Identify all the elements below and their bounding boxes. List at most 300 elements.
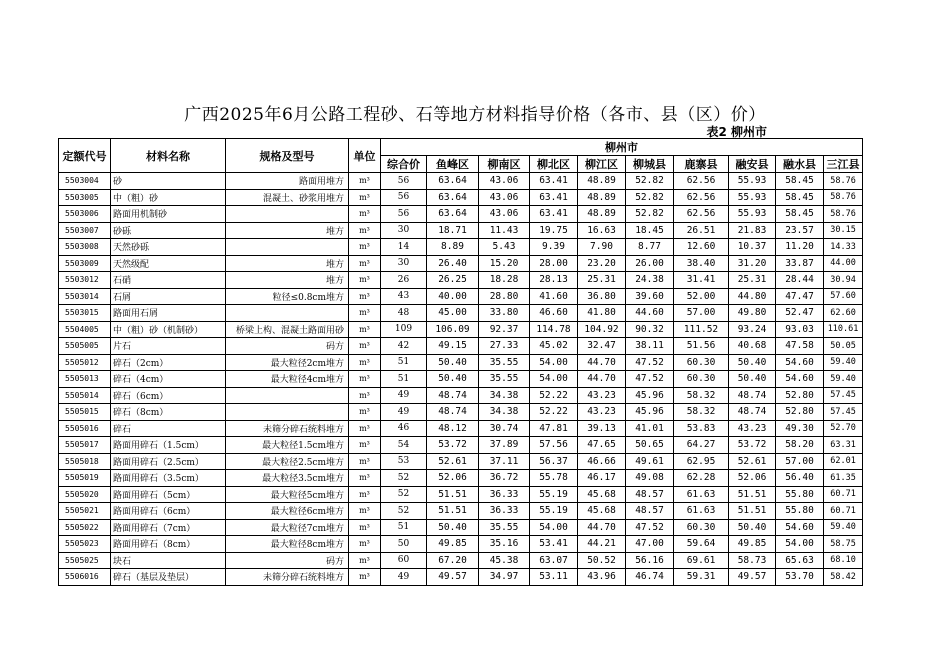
cell-price: 110.61 [824,321,863,338]
cell-price: 50.52 [578,552,626,569]
cell-price: 60.30 [674,371,729,388]
cell-price: 31.20 [729,255,776,272]
cell-price: 47.47 [776,288,824,305]
cell-price: 9.39 [530,239,578,256]
cell-price: 43 [381,288,427,305]
cell-name: 碎石（基层及垫层） [111,569,226,586]
cell-price: 21.83 [729,222,776,239]
cell-price: 56 [381,173,427,190]
cell-code: 5505025 [59,552,111,569]
cell-price: 26.25 [427,272,479,289]
cell-price: 14.33 [824,239,863,256]
cell-price: 55.80 [776,486,824,503]
cell-price: 37.89 [479,437,530,454]
cell-price: 44.60 [626,305,674,322]
cell-price: 52.82 [626,206,674,223]
cell-price: 63.07 [530,552,578,569]
cell-price: 93.24 [729,321,776,338]
cell-price: 43.23 [578,404,626,421]
cell-code: 5505013 [59,371,111,388]
cell-price: 50.05 [824,338,863,355]
cell-name: 砂 [111,173,226,190]
header-col: 柳北区 [530,156,578,173]
cell-price: 33.80 [479,305,530,322]
cell-price: 52.80 [776,404,824,421]
cell-price: 106.09 [427,321,479,338]
cell-spec: 最大粒径4cm堆方 [226,371,349,388]
cell-price: 27.33 [479,338,530,355]
table-row [59,272,863,289]
cell-price: 54 [381,437,427,454]
cell-unit: m³ [349,272,381,289]
cell-price: 50.40 [427,519,479,536]
cell-price: 50.40 [729,371,776,388]
cell-price: 58.32 [674,404,729,421]
cell-price: 43.06 [479,206,530,223]
cell-code: 5505005 [59,338,111,355]
cell-name: 中（粗）砂（机制砂） [111,321,226,338]
cell-price: 57.45 [824,404,863,421]
cell-price: 51.51 [427,503,479,520]
cell-price: 48.89 [578,189,626,206]
cell-price: 61.35 [824,470,863,487]
cell-price: 50.65 [626,437,674,454]
cell-price: 57.00 [674,305,729,322]
cell-price: 61.63 [674,503,729,520]
cell-spec: 最大粒径3.5cm堆方 [226,470,349,487]
table-row [59,206,863,223]
cell-spec: 最大粒径6cm堆方 [226,503,349,520]
cell-name: 路面用石屑 [111,305,226,322]
cell-price: 41.80 [578,305,626,322]
cell-price: 45.38 [479,552,530,569]
cell-name: 路面用碎石（2.5cm） [111,453,226,470]
cell-price: 54.00 [530,354,578,371]
cell-price: 58.76 [824,206,863,223]
cell-price: 55.93 [729,173,776,190]
cell-unit: m³ [349,321,381,338]
cell-spec: 最大粒径2cm堆方 [226,354,349,371]
cell-price: 34.38 [479,404,530,421]
cell-price: 45.68 [578,486,626,503]
cell-price: 47.52 [626,354,674,371]
cell-code: 5503007 [59,222,111,239]
cell-code: 5506016 [59,569,111,586]
cell-price: 52.00 [674,288,729,305]
cell-price: 46.74 [626,569,674,586]
cell-price: 63.41 [530,189,578,206]
cell-price: 26 [381,272,427,289]
cell-unit: m³ [349,453,381,470]
cell-spec: 粒径≤0.8cm堆方 [226,288,349,305]
cell-price: 63.64 [427,173,479,190]
cell-code: 5505014 [59,387,111,404]
cell-price: 52.61 [427,453,479,470]
cell-price: 52 [381,503,427,520]
cell-price: 49.08 [626,470,674,487]
cell-price: 58.32 [674,387,729,404]
cell-price: 60 [381,552,427,569]
cell-name: 石硝 [111,272,226,289]
cell-price: 48.57 [626,503,674,520]
cell-price: 39.60 [626,288,674,305]
cell-price: 52.47 [776,305,824,322]
table-row [59,371,863,388]
cell-price: 44.70 [578,519,626,536]
table-row [59,338,863,355]
cell-price: 43.06 [479,173,530,190]
cell-price: 50.40 [427,354,479,371]
cell-price: 62.56 [674,189,729,206]
cell-unit: m³ [349,189,381,206]
cell-unit: m³ [349,470,381,487]
cell-price: 49 [381,387,427,404]
cell-price: 48.57 [626,486,674,503]
header-spec: 规格及型号 [226,139,349,173]
cell-name: 石屑 [111,288,226,305]
cell-price: 59.64 [674,536,729,553]
header-city: 柳州市 [381,139,863,156]
cell-price: 18.45 [626,222,674,239]
cell-code: 5503014 [59,288,111,305]
cell-price: 45.68 [578,503,626,520]
cell-price: 38.11 [626,338,674,355]
cell-price: 48.74 [427,404,479,421]
cell-price: 35.16 [479,536,530,553]
table-row [59,189,863,206]
cell-price: 30 [381,255,427,272]
cell-price: 45.96 [626,387,674,404]
cell-price: 53.41 [530,536,578,553]
cell-price: 41.60 [530,288,578,305]
cell-name: 碎石 [111,420,226,437]
cell-price: 56 [381,206,427,223]
cell-price: 58.76 [824,173,863,190]
cell-unit: m³ [349,552,381,569]
table-row [59,255,863,272]
cell-unit: m³ [349,338,381,355]
cell-price: 18.28 [479,272,530,289]
cell-price: 36.80 [578,288,626,305]
header-col: 融安县 [729,156,776,173]
cell-unit: m³ [349,404,381,421]
cell-price: 62.95 [674,453,729,470]
cell-price: 49.57 [427,569,479,586]
cell-price: 50.40 [729,519,776,536]
cell-price: 43.23 [578,387,626,404]
cell-price: 53.72 [729,437,776,454]
cell-price: 30 [381,222,427,239]
table-row [59,404,863,421]
cell-price: 8.77 [626,239,674,256]
table-row [59,536,863,553]
cell-price: 51.51 [729,486,776,503]
cell-spec: 桥梁上构、混凝土路面用砂 [226,321,349,338]
cell-price: 90.32 [626,321,674,338]
cell-name: 路面用机制砂 [111,206,226,223]
cell-price: 36.33 [479,486,530,503]
cell-unit: m³ [349,354,381,371]
cell-code: 5505012 [59,354,111,371]
header-name: 材料名称 [111,139,226,173]
table-row [59,305,863,322]
cell-price: 51.51 [729,503,776,520]
cell-price: 30.74 [479,420,530,437]
cell-price: 49.85 [427,536,479,553]
cell-price: 42 [381,338,427,355]
cell-price: 62.56 [674,206,729,223]
cell-price: 56.16 [626,552,674,569]
cell-price: 50.40 [427,371,479,388]
cell-price: 35.55 [479,519,530,536]
cell-price: 54.00 [530,371,578,388]
table-row [59,503,863,520]
cell-price: 57.56 [530,437,578,454]
table-row [59,354,863,371]
cell-code: 5505018 [59,453,111,470]
cell-price: 44.00 [824,255,863,272]
cell-name: 中（粗）砂 [111,189,226,206]
cell-price: 48 [381,305,427,322]
cell-spec [226,206,349,223]
header-col: 三江县 [824,156,863,173]
cell-price: 59.40 [824,519,863,536]
cell-price: 5.43 [479,239,530,256]
table-subtitle: 表2 柳州市 [706,125,767,139]
cell-price: 52.70 [824,420,863,437]
cell-name: 路面用碎石（8cm） [111,536,226,553]
cell-price: 25.31 [578,272,626,289]
header-col: 柳城县 [626,156,674,173]
cell-price: 39.13 [578,420,626,437]
table-row [59,437,863,454]
cell-price: 52.06 [729,470,776,487]
cell-price: 47.00 [626,536,674,553]
cell-price: 50.40 [729,354,776,371]
cell-unit: m³ [349,255,381,272]
cell-price: 34.97 [479,569,530,586]
cell-price: 63.64 [427,206,479,223]
cell-price: 30.94 [824,272,863,289]
cell-price: 46.17 [578,470,626,487]
cell-price: 49.30 [776,420,824,437]
cell-unit: m³ [349,173,381,190]
cell-price: 47.52 [626,371,674,388]
cell-unit: m³ [349,486,381,503]
cell-price: 47.58 [776,338,824,355]
cell-price: 52.80 [776,387,824,404]
table-row [59,387,863,404]
header-col: 柳南区 [479,156,530,173]
cell-price: 49.80 [729,305,776,322]
cell-name: 片石 [111,338,226,355]
table-row [59,222,863,239]
cell-price: 14 [381,239,427,256]
cell-unit: m³ [349,519,381,536]
cell-price: 69.61 [674,552,729,569]
cell-price: 43.23 [729,420,776,437]
cell-price: 15.20 [479,255,530,272]
cell-price: 56.37 [530,453,578,470]
cell-price: 8.89 [427,239,479,256]
document-title: 广西2025年6月公路工程砂、石等地方材料指导价格（各市、县（区）价） [184,105,766,125]
cell-price: 64.27 [674,437,729,454]
cell-code: 5505020 [59,486,111,503]
cell-code: 5503012 [59,272,111,289]
cell-price: 31.41 [674,272,729,289]
cell-price: 26.40 [427,255,479,272]
cell-price: 26.00 [626,255,674,272]
cell-price: 25.31 [729,272,776,289]
cell-price: 49 [381,569,427,586]
cell-price: 49.61 [626,453,674,470]
cell-spec: 最大粒径1.5cm堆方 [226,437,349,454]
cell-price: 52 [381,470,427,487]
cell-price: 38.40 [674,255,729,272]
cell-spec [226,305,349,322]
cell-unit: m³ [349,387,381,404]
cell-price: 52.06 [427,470,479,487]
cell-name: 碎石（2cm） [111,354,226,371]
cell-price: 40.68 [729,338,776,355]
cell-price: 51 [381,354,427,371]
cell-spec: 最大粒径5cm堆方 [226,486,349,503]
cell-price: 45.00 [427,305,479,322]
cell-price: 45.02 [530,338,578,355]
cell-price: 32.47 [578,338,626,355]
cell-price: 23.20 [578,255,626,272]
table-body [59,173,863,586]
cell-price: 48.74 [729,404,776,421]
cell-spec: 最大粒径2.5cm堆方 [226,453,349,470]
cell-price: 34.38 [479,387,530,404]
cell-price: 49.85 [729,536,776,553]
cell-name: 路面用碎石（5cm） [111,486,226,503]
cell-price: 7.90 [578,239,626,256]
cell-price: 48.89 [578,173,626,190]
cell-spec: 混凝土、砂浆用堆方 [226,189,349,206]
cell-price: 68.10 [824,552,863,569]
cell-price: 49 [381,404,427,421]
cell-unit: m³ [349,503,381,520]
cell-price: 52.61 [729,453,776,470]
cell-price: 11.20 [776,239,824,256]
cell-price: 54.00 [530,519,578,536]
cell-price: 43.06 [479,189,530,206]
cell-spec [226,387,349,404]
cell-unit: m³ [349,437,381,454]
cell-code: 5505021 [59,503,111,520]
cell-price: 47.81 [530,420,578,437]
price-table [58,138,863,586]
header-col: 鱼峰区 [427,156,479,173]
cell-price: 48.74 [729,387,776,404]
header-unit: 单位 [349,139,381,173]
table-row [59,288,863,305]
cell-price: 23.57 [776,222,824,239]
cell-price: 54.60 [776,354,824,371]
cell-price: 10.37 [729,239,776,256]
cell-price: 28.00 [530,255,578,272]
cell-price: 60.30 [674,354,729,371]
cell-unit: m³ [349,536,381,553]
cell-price: 48.89 [578,206,626,223]
cell-price: 52 [381,486,427,503]
cell-name: 碎石（6cm） [111,387,226,404]
cell-price: 28.44 [776,272,824,289]
table-row [59,486,863,503]
cell-name: 碎石（4cm） [111,371,226,388]
cell-price: 44.70 [578,354,626,371]
table-row [59,519,863,536]
cell-price: 49.57 [729,569,776,586]
cell-price: 114.78 [530,321,578,338]
cell-price: 52.82 [626,189,674,206]
cell-unit: m³ [349,288,381,305]
cell-price: 52.82 [626,173,674,190]
cell-price: 41.01 [626,420,674,437]
cell-name: 天然级配 [111,255,226,272]
cell-spec: 最大粒径7cm堆方 [226,519,349,536]
cell-price: 55.78 [530,470,578,487]
cell-name: 路面用碎石（1.5cm） [111,437,226,454]
cell-price: 62.28 [674,470,729,487]
table-row [59,453,863,470]
cell-price: 53.11 [530,569,578,586]
cell-price: 46.60 [530,305,578,322]
cell-price: 28.80 [479,288,530,305]
cell-price: 57.60 [824,288,863,305]
cell-price: 33.87 [776,255,824,272]
cell-code: 5505017 [59,437,111,454]
cell-price: 58.76 [824,189,863,206]
cell-price: 59.31 [674,569,729,586]
cell-price: 55.19 [530,503,578,520]
cell-price: 58.75 [824,536,863,553]
table-row [59,321,863,338]
cell-price: 58.45 [776,206,824,223]
cell-price: 62.01 [824,453,863,470]
cell-price: 63.31 [824,437,863,454]
cell-spec: 堆方 [226,222,349,239]
cell-spec: 未筛分碎石统料堆方 [226,569,349,586]
cell-price: 16.63 [578,222,626,239]
cell-code: 5504005 [59,321,111,338]
cell-price: 56 [381,189,427,206]
cell-unit: m³ [349,305,381,322]
cell-price: 44.80 [729,288,776,305]
cell-name: 路面用碎石（6cm） [111,503,226,520]
cell-price: 54.60 [776,519,824,536]
table-row [59,569,863,586]
cell-price: 93.03 [776,321,824,338]
cell-spec: 堆方 [226,255,349,272]
cell-price: 24.38 [626,272,674,289]
cell-price: 53.70 [776,569,824,586]
cell-price: 40.00 [427,288,479,305]
cell-price: 45.96 [626,404,674,421]
cell-spec: 码方 [226,552,349,569]
cell-name: 砂砾 [111,222,226,239]
table-row [59,173,863,190]
cell-price: 53 [381,453,427,470]
cell-price: 43.96 [578,569,626,586]
cell-unit: m³ [349,420,381,437]
cell-price: 12.60 [674,239,729,256]
cell-unit: m³ [349,206,381,223]
table-row [59,470,863,487]
cell-code: 5503006 [59,206,111,223]
